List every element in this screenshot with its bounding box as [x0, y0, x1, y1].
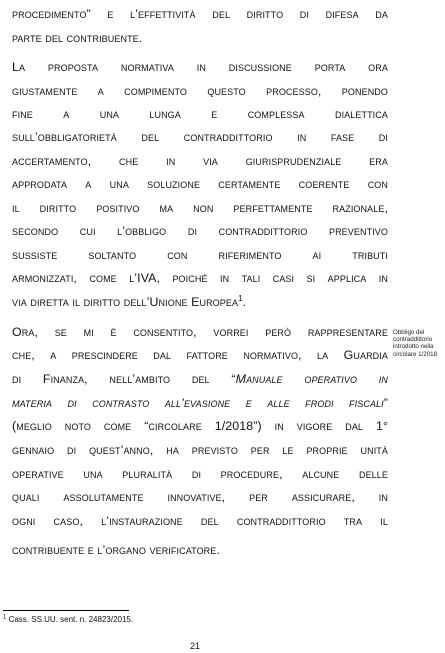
body-text-line: fine a una lunga e complessa dialettica [12, 107, 388, 121]
document-title-italic: Manuale operativo in [235, 372, 388, 386]
margin-note-line: circolare 1/2018 [393, 350, 438, 358]
body-text-line: sussiste soltanto con riferimento ai tributi [12, 248, 388, 262]
body-text-line: che, a prescindere dal fattore normativo, la Guardia [12, 348, 388, 362]
body-text-span: ” [383, 396, 388, 410]
period: . [242, 295, 247, 309]
margin-note-line: introdotto nella [393, 343, 434, 351]
body-text-line: giustamente a compimento questo processo, ponendo [12, 84, 388, 98]
body-text-line: quali assolutamente innovative, per assicurare, in [12, 490, 388, 504]
page-number: 21 [190, 641, 201, 651]
body-text-line: (meglio noto come “circolare 1/2018”) in vigore dal 1° [12, 419, 388, 433]
body-text-span: di Finanza, nell’ambito del “ [12, 372, 236, 386]
body-text-line: approdata a una soluzione certamente coerente con [12, 177, 388, 191]
body-text-line: armonizzati, come l’IVA, poiché in tali casi si applica in [12, 271, 388, 285]
body-text-line: La proposta normativa in discussione porta ora [12, 60, 388, 74]
margin-note [393, 329, 445, 358]
footnote [3, 615, 133, 624]
margin-note-line: contraddittorio [393, 336, 433, 344]
body-text-line: il diritto positivo ma non perfettamente razionale, [12, 201, 388, 215]
body-text-line: accertamento, che in via giurisprudenziale era [12, 154, 388, 168]
document-title-italic: materia di contrasto all’evasione e alle frodi fiscali [12, 396, 384, 410]
body-text-line: operative una pluralità di procedure, alcune delle [12, 467, 388, 481]
body-text-line: contribuente e l’organo verificatore. [12, 543, 220, 557]
footnote-reference[interactable]: 1 [238, 293, 243, 303]
body-text-line [12, 373, 388, 385]
body-text-line [12, 397, 388, 409]
body-text-line: procedimento” e l’effettività del diritto di difesa da [12, 7, 388, 21]
body-text-line: secondo cui l’obbligo di contraddittorio preventivo [12, 224, 388, 238]
body-text-line: Ora, se mi è consentito, vorrei però rappresentare [12, 325, 388, 339]
footnote-text: Cass. SS.UU. sent. n. 24823/2015. [6, 615, 134, 624]
body-text-line: sull’obbligatorietà del contraddittorio in fase di [12, 130, 388, 144]
body-text-line [12, 293, 388, 309]
body-text-line: parte del contribuente. [12, 31, 143, 45]
body-text-line: gennaio di quest’anno, ha previsto per le proprie unità [12, 443, 388, 457]
footnote-number: 1 [3, 614, 7, 621]
body-text-span: via diretta il diritto dell’Unione Europea [12, 295, 239, 309]
footnote-divider [3, 610, 129, 611]
margin-note-line: Obbligo del [393, 329, 425, 336]
body-text-line: ogni caso, l’instaurazione del contraddittorio tra il [12, 514, 388, 528]
